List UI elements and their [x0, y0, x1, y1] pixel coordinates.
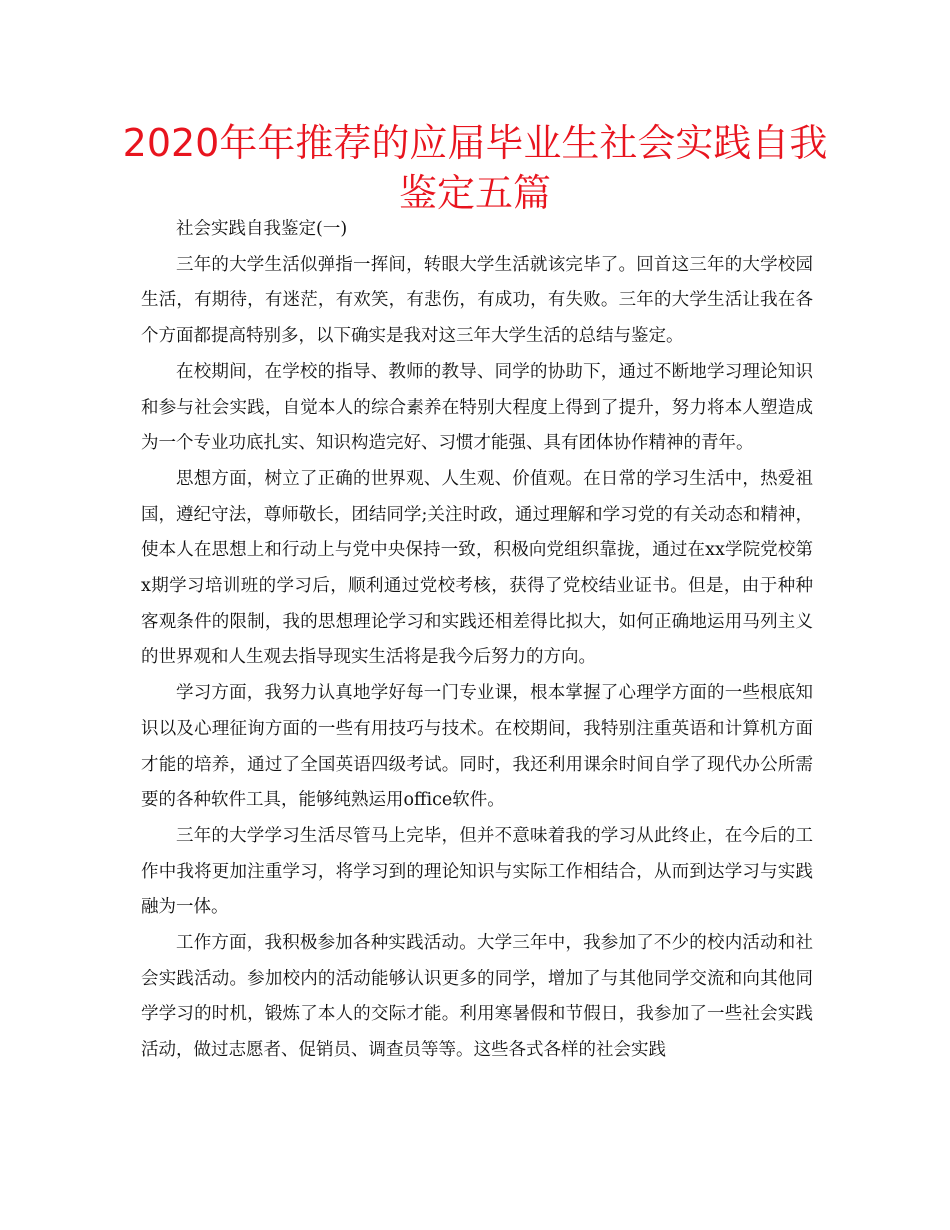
paragraph-6: 工作方面，我积极参加各种实践活动。大学三年中，我参加了不少的校内活动和社会实践活动。参加校内的活动能够认识更多的同学，增加了与其他同学交流和向其他同学学习的时机，锻炼了本人的交际才能。利用寒暑假和节假日，我参加了一些社会实践活动，做过志愿者、促销员、调查员等等。这些各式各样的社会实践 — [141, 933, 813, 1061]
paragraph-3: 思想方面，树立了正确的世界观、人生观、价值观。在日常的学习生活中，热爱祖国，遵纪守法，尊师敬长，团结同学;关注时政，通过理解和学习党的有关动态和精神，使本人在思想上和行动上与党中央保持一致，积极向党组织靠拢，通过在xx学院党校第x期学习培训班的学习后，顺利通过党校考核，获得了党校结业证书。但是，由于种种客观条件的限制，我的思想理论学习和实践还相差得比拟大，如何正确地运用马列主义的世界观和人生观去指导现实生活将是我今后努力的方向。 — [141, 468, 813, 668]
paragraph-5: 三年的大学学习生活尽管马上完毕，但并不意味着我的学习从此终止，在今后的工作中我将更加注重学习，将学习到的理论知识与实际工作相结合，从而到达学习与实践融为一体。 — [141, 825, 813, 918]
document-body — [141, 212, 813, 1069]
section-heading: 社会实践自我鉴定(一) — [176, 219, 348, 239]
paragraph-1: 三年的大学生活似弹指一挥间，转眼大学生活就该完毕了。回首这三年的大学校园生活，有期待，有迷茫，有欢笑，有悲伤，有成功，有失败。三年的大学生活让我在各个方面都提高特别多，以下确实是我对这三年大学生活的总结与鉴定。 — [141, 254, 813, 347]
paragraph-4: 学习方面，我努力认真地学好每一门专业课，根本掌握了心理学方面的一些根底知识以及心理征询方面的一些有用技巧与技术。在校期间，我特别注重英语和计算机方面才能的培养，通过了全国英语四级考试。同时，我还利用课余时间自学了现代办公所需要的各种软件工具，能够纯熟运用office软件。 — [141, 683, 813, 811]
document-title: 2020年年推荐的应届毕业生社会实践自我鉴定五篇 — [122, 121, 828, 215]
paragraph-2: 在校期间，在学校的指导、教师的教导、同学的协助下，通过不断地学习理论知识和参与社会实践，自觉本人的综合素养在特别大程度上得到了提升，努力将本人塑造成为一个专业功底扎实、知识构造完好、习惯才能强、具有团体协作精神的青年。 — [141, 361, 813, 454]
